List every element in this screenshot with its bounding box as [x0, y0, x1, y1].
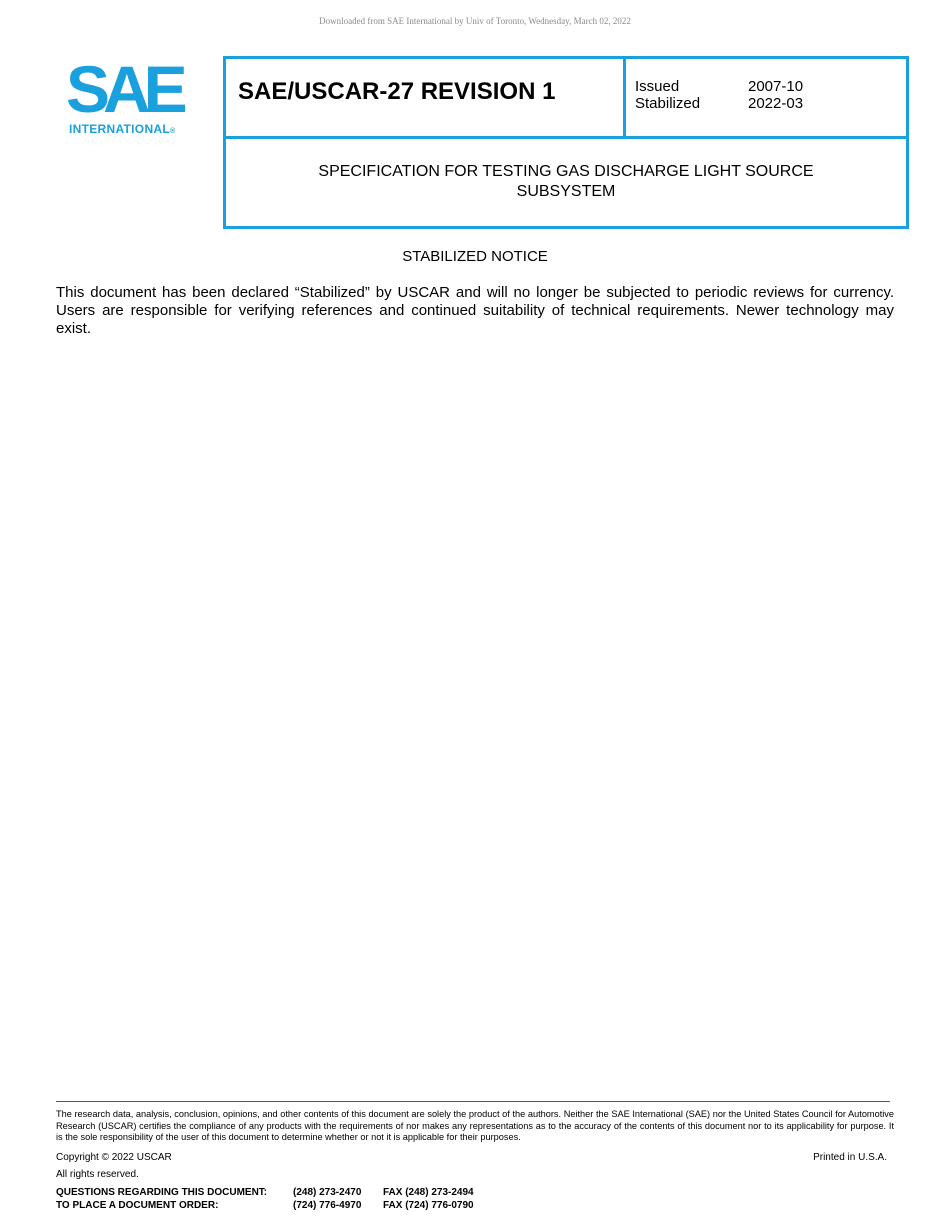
contact-phone: (248) 273-2470	[293, 1187, 362, 1198]
document-title	[246, 162, 886, 202]
rights-reserved-notice: All rights reserved.	[56, 1169, 139, 1180]
document-dates	[635, 78, 803, 112]
notice-body: This document has been declared “Stabilized” by USCAR and will no longer be subjected to periodic reviews for currency. Users are responsible for verifying references and continued suitability of technical requirements. Newer technology may exist.	[56, 284, 894, 337]
footer-disclaimer: The research data, analysis, conclusion, opinions, and other contents of this document are solely the product of the authors. Neither the SAE International (SAE) nor the United States Council for Automotive Research (USCAR) certifies the compliance of any products with the requirements of nor makes any representations as to the accuracy of the contents of this document nor to its applicability for purpose. It is the sole responsibility of the user of this document to determine whether or not it is applicable for their purposes.	[56, 1109, 894, 1142]
logo-subtext-label: INTERNATIONAL	[69, 122, 171, 136]
date-label: Stabilized	[635, 95, 701, 112]
document-number: SAE/USCAR-27 REVISION 1	[238, 78, 556, 105]
notice-heading: STABILIZED NOTICE	[402, 248, 548, 265]
contact-fax: FAX (724) 776-0790	[383, 1200, 474, 1211]
contact-row-orders	[56, 1199, 474, 1212]
contact-fax: FAX (248) 273-2494	[383, 1187, 474, 1198]
logo-letters: SAE	[66, 52, 181, 126]
download-watermark-note: Downloaded from SAE International by Univ of Toronto, Wednesday, March 02, 2022	[319, 16, 631, 26]
contact-label: TO PLACE A DOCUMENT ORDER:	[56, 1200, 219, 1211]
header-top-row	[226, 59, 906, 139]
registered-mark: ®	[170, 128, 176, 135]
date-value: 2007-10	[748, 78, 804, 95]
contact-info	[56, 1186, 474, 1212]
date-value: 2022-03	[748, 95, 804, 112]
document-header-box	[223, 56, 909, 229]
footer-divider	[56, 1101, 890, 1102]
document-title-line: SPECIFICATION FOR TESTING GAS DISCHARGE LIGHT SOURCE	[318, 163, 814, 180]
issued-date-row	[635, 78, 803, 95]
date-label: Issued	[635, 78, 680, 95]
contact-label: QUESTIONS REGARDING THIS DOCUMENT:	[56, 1187, 268, 1198]
logo-subtext	[69, 122, 175, 136]
contact-row-questions	[56, 1186, 474, 1199]
sae-international-logo	[66, 52, 196, 138]
document-title-line: SUBSYSTEM	[516, 183, 616, 200]
stabilized-date-row	[635, 95, 803, 112]
copyright-notice: Copyright © 2022 USCAR	[56, 1152, 172, 1163]
contact-phone: (724) 776-4970	[293, 1200, 362, 1211]
printed-in-notice: Printed in U.S.A.	[813, 1152, 887, 1163]
header-divider	[623, 59, 626, 136]
